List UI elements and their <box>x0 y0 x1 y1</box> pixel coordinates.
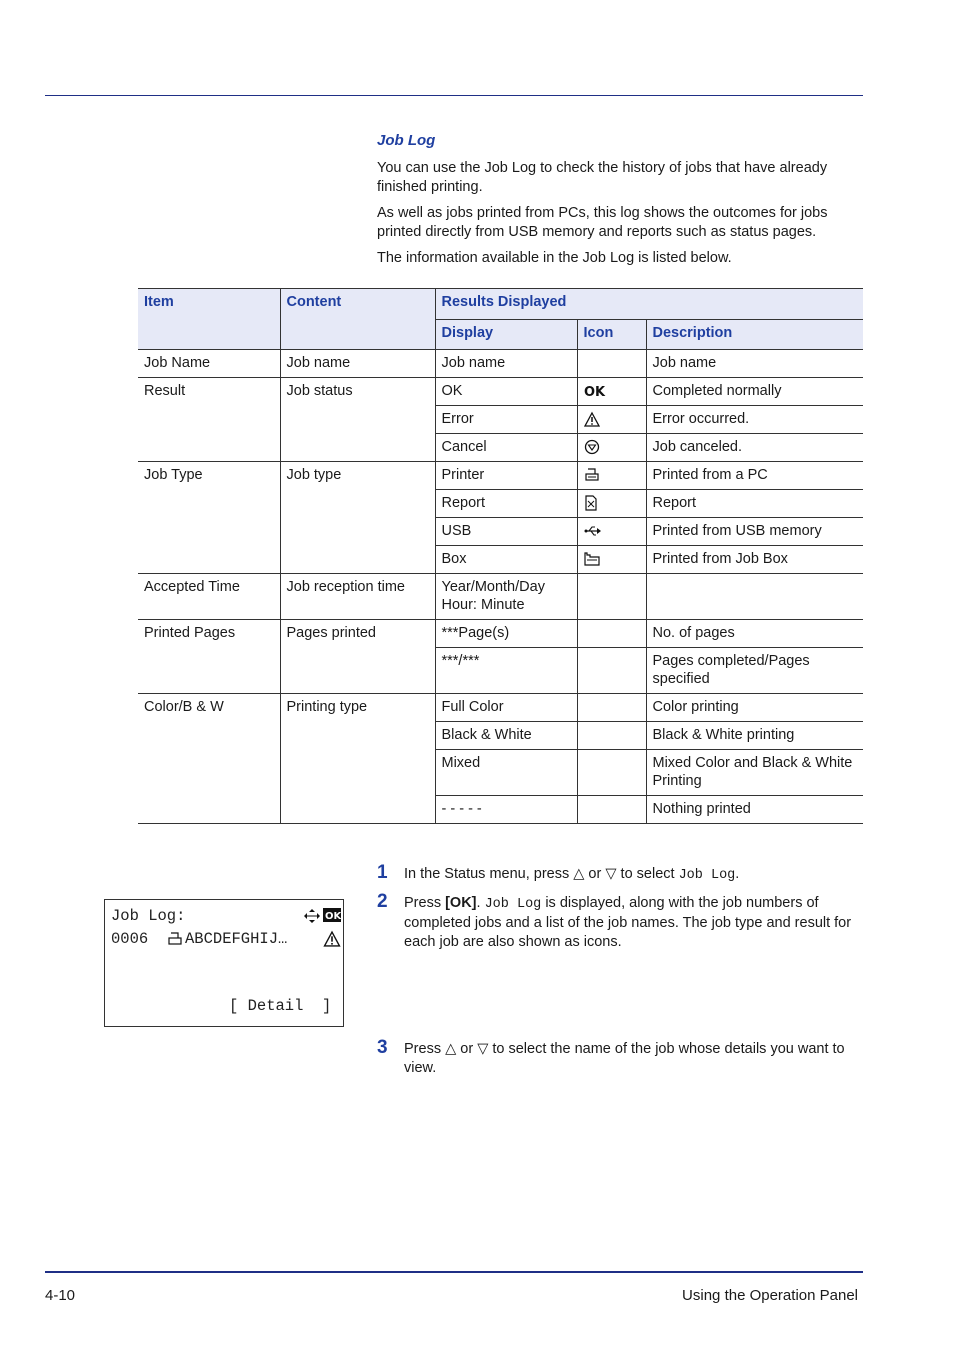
icon-cell <box>577 378 646 406</box>
printer-icon <box>584 468 600 482</box>
step-number: 2 <box>377 891 388 912</box>
icon-cell <box>577 462 646 490</box>
step-number: 1 <box>377 862 388 883</box>
description-cell: Job canceled. <box>646 434 863 462</box>
icon-cell <box>577 546 646 574</box>
step-text-part: is displayed, along with the job numbers of completed jobs and a list of the job names. The job type and result for each job are also shown as icons. <box>404 895 852 950</box>
table-row <box>138 694 863 722</box>
display-cell: ***Page(s) <box>435 620 577 648</box>
header-row <box>138 289 863 320</box>
display-line: Hour: Minute <box>441 597 525 613</box>
description-cell: Pages completed/Pages specified <box>646 648 863 694</box>
lcd-screen <box>104 899 344 1027</box>
ok-key-icon <box>323 908 341 922</box>
svg-text:OK: OK <box>325 911 342 922</box>
description-cell: Color printing <box>646 694 863 722</box>
warning-icon <box>323 931 341 947</box>
step-number: 3 <box>377 1037 388 1058</box>
step-text <box>404 865 864 885</box>
item-cell: Printed Pages <box>138 620 280 694</box>
icon-cell <box>577 434 646 462</box>
description-cell: Job name <box>646 350 863 378</box>
description-cell: Printed from a PC <box>646 462 863 490</box>
description-cell: Error occurred. <box>646 406 863 434</box>
description-cell <box>646 574 863 620</box>
header-item: Item <box>138 289 280 350</box>
code-text: Job Log <box>484 897 542 912</box>
description-cell: Printed from USB memory <box>646 518 863 546</box>
icon-cell <box>577 796 646 824</box>
usb-icon <box>584 524 602 538</box>
description-cell: Nothing printed <box>646 796 863 824</box>
icon-cell <box>577 574 646 620</box>
item-cell: Job Type <box>138 462 280 574</box>
table-row <box>138 378 863 406</box>
lcd-job-number: 0006 <box>111 930 149 948</box>
description-cell: Mixed Color and Black & White Printing <box>646 750 863 796</box>
table-row <box>138 350 863 378</box>
detail-softkey[interactable]: [ Detail ] <box>229 997 332 1015</box>
display-cell: Cancel <box>435 434 577 462</box>
svg-text:OK: OK <box>583 385 605 401</box>
warning-icon <box>584 412 600 427</box>
lcd-job-name: ABCDEFGHIJ… <box>185 930 288 948</box>
item-cell: Job Name <box>138 350 280 378</box>
cancel-icon <box>584 439 600 455</box>
table-row <box>138 574 863 620</box>
content-cell: Job status <box>280 378 435 462</box>
display-cell: Printer <box>435 462 577 490</box>
display-line: Year/Month/Day <box>441 579 545 595</box>
content-cell: Job reception time <box>280 574 435 620</box>
table-row <box>138 462 863 490</box>
display-cell: Black & White <box>435 722 577 750</box>
icon-cell <box>577 750 646 796</box>
description-cell: Completed normally <box>646 378 863 406</box>
display-cell: Box <box>435 546 577 574</box>
content-cell: Pages printed <box>280 620 435 694</box>
table-row <box>138 620 863 648</box>
report-icon <box>584 495 598 511</box>
icon-cell <box>577 620 646 648</box>
chapter-title: Using the Operation Panel <box>682 1287 858 1304</box>
header-description: Description <box>646 319 863 350</box>
step-text: Press △ or ▽ to select the name of the job whose details you want to view. <box>404 1041 845 1076</box>
description-cell: Report <box>646 490 863 518</box>
display-cell: OK <box>435 378 577 406</box>
header-display: Display <box>435 319 577 350</box>
display-cell: Error <box>435 406 577 434</box>
top-rule <box>45 95 863 96</box>
info-paragraph: The information available in the Job Log is listed below. <box>377 250 732 266</box>
content-cell: Job type <box>280 462 435 574</box>
bottom-rule <box>45 1271 863 1273</box>
arrows-icon <box>303 908 321 924</box>
page-number: 4-10 <box>45 1287 76 1304</box>
icon-cell <box>577 490 646 518</box>
description-cell: Printed from Job Box <box>646 546 863 574</box>
display-cell: Mixed <box>435 750 577 796</box>
description-cell: Black & White printing <box>646 722 863 750</box>
header-content: Content <box>280 289 435 350</box>
content-cell: Printing type <box>280 694 435 824</box>
item-cell: Color/B & W <box>138 694 280 824</box>
job-log-table <box>138 288 863 824</box>
box-icon <box>584 552 600 566</box>
display-cell: - - - - - <box>435 796 577 824</box>
section-title: Job Log <box>377 132 436 149</box>
description-cell: No. of pages <box>646 620 863 648</box>
display-cell: ***/*** <box>435 648 577 694</box>
step-text-part: . <box>476 895 485 911</box>
icon-cell <box>577 648 646 694</box>
item-cell: Result <box>138 378 280 462</box>
icon-cell <box>577 406 646 434</box>
item-cell: Accepted Time <box>138 574 280 620</box>
sources-paragraph: As well as jobs printed from PCs, this log shows the outcomes for jobs printed directly from USB memory and reports such as status pages. <box>377 205 828 240</box>
icon-cell <box>577 722 646 750</box>
step-text-part: . <box>735 866 740 882</box>
content-cell: Job name <box>280 350 435 378</box>
icon-cell <box>577 350 646 378</box>
display-cell: Full Color <box>435 694 577 722</box>
printer-icon <box>167 932 183 946</box>
lcd-title: Job Log: <box>111 907 186 925</box>
step-text-part: Press <box>404 895 446 911</box>
intro-paragraph: You can use the Job Log to check the history of jobs that have already finished printing. <box>377 160 828 195</box>
header-results-displayed: Results Displayed <box>435 289 863 320</box>
display-cell: Report <box>435 490 577 518</box>
display-cell: Job name <box>435 350 577 378</box>
display-cell <box>435 574 577 620</box>
icon-cell <box>577 518 646 546</box>
ok-icon <box>583 384 605 401</box>
icon-cell <box>577 694 646 722</box>
header-icon: Icon <box>577 319 646 350</box>
display-cell: USB <box>435 518 577 546</box>
step-text <box>404 894 864 952</box>
key-label: [OK] <box>445 895 477 911</box>
step-text-part: In the Status menu, press △ or ▽ to select <box>404 866 679 882</box>
code-text: Job Log <box>678 868 736 883</box>
